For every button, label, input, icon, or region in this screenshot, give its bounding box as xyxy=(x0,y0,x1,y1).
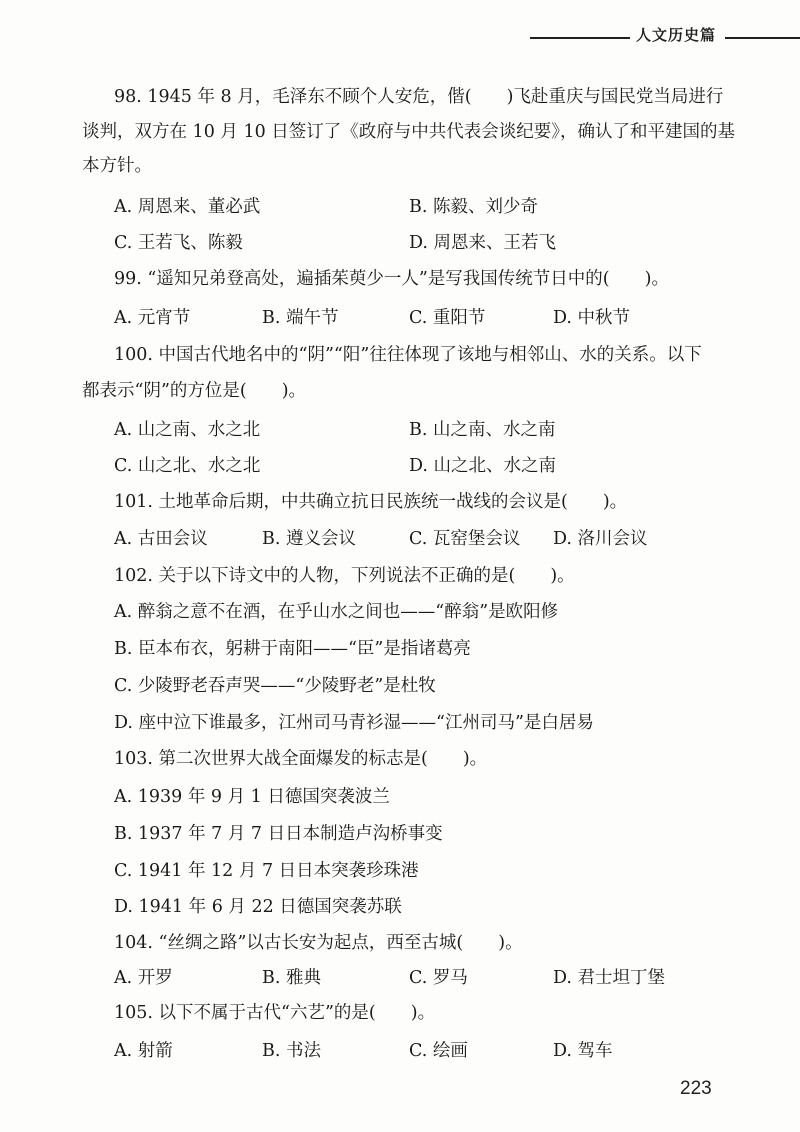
question-102-option-d: D. 座中泣下谁最多，江州司马青衫湿——“江州司马”是白居易 xyxy=(114,713,594,733)
question-104-line-1: 104. “丝绸之路”以古长安为起点，西至古城( )。 xyxy=(114,933,523,953)
question-101-option-a: A. 古田会议 xyxy=(114,529,208,549)
question-98-line-3: 本方针。 xyxy=(82,156,152,176)
question-102-option-c: C. 少陵野老吞声哭——“少陵野老”是杜牧 xyxy=(114,676,436,696)
question-105-option-b: B. 书法 xyxy=(262,1041,321,1061)
page-number: 223 xyxy=(680,1078,712,1099)
question-101-line-1: 101. 土地革命后期，中共确立抗日民族统一战线的会议是( )。 xyxy=(114,492,628,512)
question-104-option-a: A. 开罗 xyxy=(114,968,173,988)
question-100-option-c: C. 山之北、水之北 xyxy=(114,456,261,476)
question-103-line-1: 103. 第二次世界大战全面爆发的标志是( )。 xyxy=(114,749,488,769)
question-104-option-c: C. 罗马 xyxy=(409,968,468,988)
header-rule-right xyxy=(725,37,800,39)
header-rule-left xyxy=(530,37,630,39)
question-103-option-c: C. 1941 年 12 月 7 日日本突袭珍珠港 xyxy=(114,861,419,881)
question-100-line-1: 100. 中国古代地名中的“阴”“阳”往往体现了该地与相邻山、水的关系。以下 xyxy=(114,345,702,365)
question-101-option-c: C. 瓦窑堡会议 xyxy=(409,529,521,549)
question-104-option-b: B. 雅典 xyxy=(262,968,321,988)
question-98-option-c: C. 王若飞、陈毅 xyxy=(114,233,243,253)
question-99-line-1: 99. “遥知兄弟登高处，遍插茱萸少一人”是写我国传统节日中的( )。 xyxy=(114,269,669,289)
question-104-option-d: D. 君士坦丁堡 xyxy=(553,968,666,988)
question-98-line-2: 谈判，双方在 10 月 10 日签订了《政府与中共代表会谈纪要》，确认了和平建国的基 xyxy=(82,122,736,142)
question-103-option-a: A. 1939 年 9 月 1 日德国突袭波兰 xyxy=(114,787,390,807)
question-100-option-b: B. 山之南、水之南 xyxy=(409,420,556,440)
question-105-line-1: 105. 以下不属于古代“六艺”的是( )。 xyxy=(114,1003,436,1023)
question-102-line-1: 102. 关于以下诗文中的人物，下列说法不正确的是( )。 xyxy=(114,566,575,586)
question-105-option-d: D. 驾车 xyxy=(553,1041,613,1061)
question-101-option-b: B. 遵义会议 xyxy=(262,529,356,549)
running-header: 人文历史篇 xyxy=(636,26,717,44)
question-98-line-1: 98. 1945 年 8 月，毛泽东不顾个人安危，偕( )飞赴重庆与国民党当局进行 xyxy=(114,87,724,107)
question-99-option-a: A. 元宵节 xyxy=(114,308,191,328)
question-102-option-b: B. 臣本布衣，躬耕于南阳——“臣”是指诸葛亮 xyxy=(114,639,471,659)
question-100-option-d: D. 山之北、水之南 xyxy=(409,456,557,476)
question-98-option-a: A. 周恩来、董必武 xyxy=(114,197,261,217)
question-105-option-c: C. 绘画 xyxy=(409,1041,468,1061)
question-103-option-b: B. 1937 年 7 月 7 日日本制造卢沟桥事变 xyxy=(114,824,443,844)
question-101-option-d: D. 洛川会议 xyxy=(553,529,648,549)
question-100-option-a: A. 山之南、水之北 xyxy=(114,420,261,440)
question-103-option-d: D. 1941 年 6 月 22 日德国突袭苏联 xyxy=(114,897,402,917)
question-99-option-b: B. 端午节 xyxy=(262,308,339,328)
question-99-option-d: D. 中秋节 xyxy=(553,308,631,328)
question-98-option-d: D. 周恩来、王若飞 xyxy=(409,233,557,253)
question-102-option-a: A. 醉翁之意不在酒，在乎山水之间也——“醉翁”是欧阳修 xyxy=(114,602,559,622)
question-98-option-b: B. 陈毅、刘少奇 xyxy=(409,197,538,217)
question-99-option-c: C. 重阳节 xyxy=(409,308,486,328)
question-100-line-2: 都表示“阴”的方位是( )。 xyxy=(82,381,307,401)
question-105-option-a: A. 射箭 xyxy=(114,1041,173,1061)
